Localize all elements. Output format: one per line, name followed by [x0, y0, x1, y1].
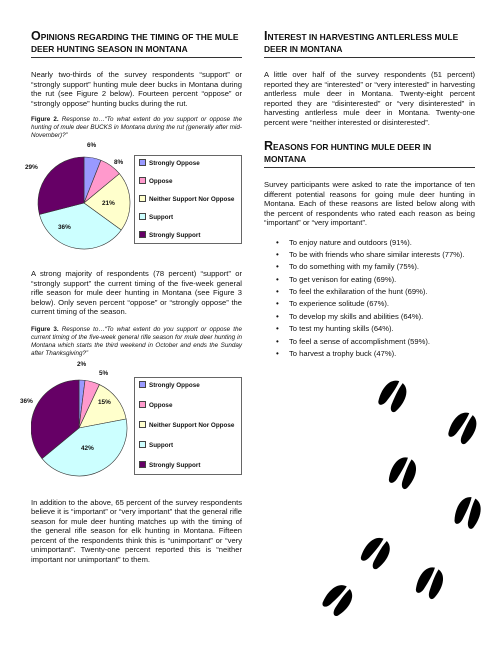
reason-item: • To feel the exhilaration of the hunt (69%).: [289, 287, 475, 297]
figure2-legend: [134, 155, 242, 244]
reason-item: • To develop my skills and abilities (64%).: [289, 312, 475, 322]
left-column: [20, 29, 242, 564]
pie-label: 2%: [77, 360, 87, 368]
figure3-pie: [31, 361, 131, 486]
reason-item: • To test my hunting skills (64%).: [289, 324, 475, 334]
reason-item: • To experience solitude (67%).: [289, 299, 475, 309]
reasons-heading: REASONS FOR HUNTING MULE DEER IN MONTANA: [264, 140, 475, 168]
legend-swatch: [139, 195, 146, 202]
hoof-print-icon: [446, 408, 482, 446]
figure2-chart: [25, 142, 242, 257]
legend-swatch: [139, 213, 146, 220]
pie-label: 6%: [87, 142, 97, 149]
hoof-print-icon: [376, 378, 412, 414]
reason-item: • To enjoy nature and outdoors (91%).: [289, 238, 475, 248]
figure3-legend: [134, 377, 242, 475]
legend-item: Oppose: [139, 402, 172, 410]
pie-label: 15%: [98, 398, 111, 406]
legend-item: Strongly Support: [139, 232, 200, 240]
pie-label: 5%: [99, 369, 109, 377]
elk-timing-paragraph: In addition to the above, 65 percent of the survey respondents believe it is “important” or “very important” that the general rifle season for mule deer hunting matches up with the timing of the general rifle season for elk hunting in Montana. Fifteen percent of the respondents think this is “unimportant” or “very unimportant”. Twenty-one percent reported this is “neither important nor unimportant” to them.: [31, 497, 242, 564]
hoof-print-icon: [413, 563, 447, 600]
legend-item: Oppose: [139, 178, 172, 186]
legend-swatch: [139, 441, 146, 448]
legend-swatch: [139, 401, 146, 408]
antlerless-heading: INTEREST IN HARVESTING ANTLERLESS MULE DEER IN MONTANA: [264, 30, 475, 58]
reason-item: • To get venison for eating (69%).: [289, 275, 475, 285]
legend-item: Neither Support Nor Oppose: [139, 422, 234, 430]
hoof-print-icon: [386, 453, 420, 490]
opinions-paragraph: Nearly two-thirds of the survey respondents “support” or “strongly support” hunting mule deer bucks in Montana during the rut (see Figure 2 below). Fourteen percent “oppose” or “strongly oppose” hunting bucks during the rut.: [31, 70, 242, 108]
legend-swatch: [139, 381, 146, 388]
legend-item: Support: [139, 214, 173, 222]
pie-label: 8%: [114, 159, 124, 166]
reasons-paragraph: Survey participants were asked to rate the importance of ten different potential reasons for going mule deer hunting in Montana. Each of these reasons are listed below along with the percent of respondents who rated each reason as being “important” or “very important”.: [264, 180, 475, 227]
legend-item: Strongly Support: [139, 462, 200, 470]
opinions-heading: OPINIONS REGARDING THE TIMING OF THE MULE DEER HUNTING SEASON IN MONTANA: [31, 30, 242, 58]
legend-item: Neither Support Nor Oppose: [139, 196, 234, 204]
antlerless-paragraph: A little over half of the survey respondents (51 percent) reported they are “interested” or “very interested” in harvesting antlerless mule deer in Montana. Twenty-eight percent reported they are “disinterested” or “very disinterested” in harvesting antlerless mule deer in Montana. Twenty-one percent were “neither interested or disinterested”.: [264, 70, 475, 127]
deer-tracks-graphic: [318, 378, 488, 623]
reason-item: • To be with friends who share similar interests (77%).: [289, 250, 475, 260]
reason-item: • To feel a sense of accomplishment (59%).: [289, 337, 475, 347]
hoof-print-icon: [452, 494, 485, 530]
reason-item: • To do something with my family (75%).: [289, 262, 475, 272]
figure3-caption: Figure 3. Response to…“To what extent do you support or oppose the current timing of the five-week general rifle season for mule deer hunting in Montana which starts the third weekend in October and ends the Sunday after Thanksgiving?”: [31, 325, 242, 357]
pie-label: 42%: [81, 444, 94, 452]
pie-label: 29%: [25, 164, 38, 171]
hoof-print-icon: [320, 580, 358, 618]
figure3-chart: [20, 360, 242, 486]
legend-item: Support: [139, 442, 173, 450]
reasons-list: [264, 238, 475, 359]
season-paragraph: A strong majority of respondents (78 percent) “support” or “strongly support” the current timing of the five-week general rifle season for mule deer hunting in Montana (see Figure 3 below). Only seven percent “oppose” or “strongly oppose” the current timing of the season.: [31, 269, 242, 316]
reason-item: • To harvest a trophy buck (47%).: [289, 349, 475, 359]
pie-label: 21%: [102, 200, 115, 207]
legend-swatch: [139, 231, 146, 238]
hoof-print-icon: [358, 533, 395, 571]
legend-swatch: [139, 421, 146, 428]
pie-label: 36%: [20, 397, 33, 405]
legend-swatch: [139, 461, 146, 468]
figure2-caption: Figure 2. Response to…“To what extent do you support or oppose the hunting of mule deer BUCKS in Montana during the rut (generally after mid-November)?”: [31, 116, 242, 139]
legend-swatch: [139, 177, 146, 184]
legend-swatch: [139, 159, 146, 166]
right-column: [264, 30, 475, 361]
pie-label: 36%: [58, 224, 71, 231]
legend-item: Strongly Oppose: [139, 382, 200, 390]
legend-item: Strongly Oppose: [139, 160, 200, 168]
